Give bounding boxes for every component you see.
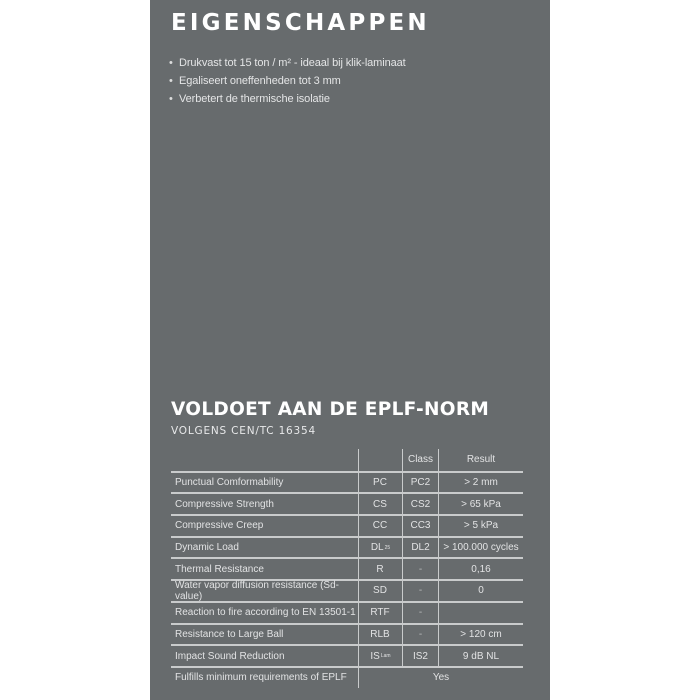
- table-row: Compressive Creep CC CC3 > 5 kPa: [171, 514, 523, 536]
- product-spec-panel: [150, 0, 550, 700]
- properties-item: • Drukvast tot 15 ton / m² - ideaal bij klik-laminaat: [169, 54, 406, 72]
- footer-value: Yes: [358, 668, 523, 688]
- header-code: [358, 449, 402, 471]
- properties-list: [169, 54, 406, 108]
- bullet-icon: •: [169, 57, 173, 69]
- header-name: [171, 449, 358, 471]
- table-row: Impact Sound Reduction IS Lam IS2 9 dB NL: [171, 644, 523, 666]
- table-row: Punctual Comformability PC PC2 > 2 mm: [171, 471, 523, 493]
- table-row: Reaction to fire according to EN 13501-1 RTF -: [171, 601, 523, 623]
- table-row: Thermal Resistance R - 0,16: [171, 557, 523, 579]
- table-row: Water vapor diffusion resistance (Sd-value) SD - 0: [171, 579, 523, 601]
- properties-title: EIGENSCHAPPEN: [171, 10, 430, 36]
- bullet-icon: •: [169, 75, 173, 87]
- properties-item: • Egaliseert oneffenheden tot 3 mm: [169, 72, 406, 90]
- properties-item: • Verbetert de thermische isolatie: [169, 90, 406, 108]
- header-result: Result: [438, 449, 523, 471]
- table-header-row: [171, 449, 523, 471]
- table-footer-row: [171, 666, 523, 688]
- table-row: Dynamic Load DL 25 DL2 > 100.000 cycles: [171, 536, 523, 558]
- footer-label: Fulfills minimum requirements of EPLF: [175, 672, 347, 684]
- table-row: Compressive Strength CS CS2 > 65 kPa: [171, 492, 523, 514]
- norm-subtitle: VOLGENS CEN/TC 16354: [171, 425, 316, 437]
- norm-title: VOLDOET AAN DE EPLF-NORM: [171, 399, 490, 420]
- table-row: Resistance to Large Ball RLB - > 120 cm: [171, 623, 523, 645]
- header-class: Class: [402, 449, 438, 471]
- bullet-icon: •: [169, 93, 173, 105]
- spec-table: [171, 449, 523, 688]
